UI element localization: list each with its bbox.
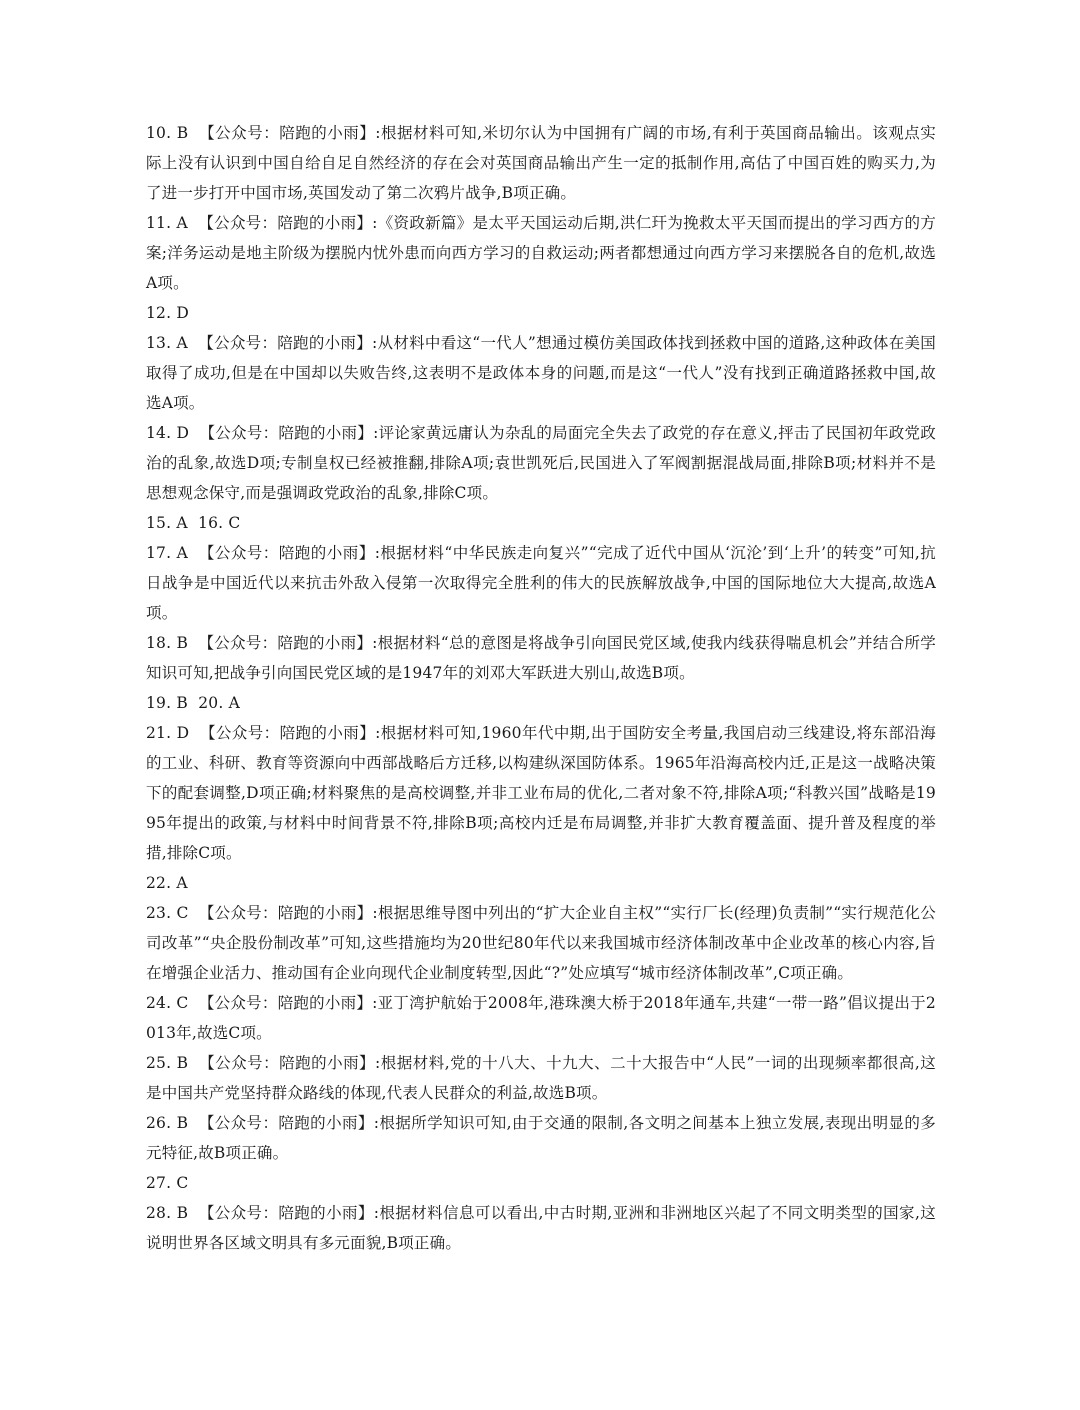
answer-entry-17: 17. A 【公众号：陪跑的小雨】:根据材料“中华民族走向复兴”“完成了近代中国从‘沉沦’到‘上升’的转变”可知,抗日战争是中国近代以来抗击外敌入侵第一次取得完全胜利的伟大的民族解放战争,中国的国际地位大大提高,故选A项。 bbox=[146, 544, 936, 622]
answer-entry-13: 13. A 【公众号：陪跑的小雨】:从材料中看这“一代人”想通过模仿美国政体找到拯救中国的道路,这种政体在美国取得了成功,但是在中国却以失败告终,这表明不是政体本身的问题,而是这“一代人”没有找到正确道路拯救中国,故选A项。 bbox=[146, 334, 936, 412]
answer-entry-26: 26. B 【公众号：陪跑的小雨】:根据所学知识可知,由于交通的限制,各文明之间基本上独立发展,表现出明显的多元特征,故B项正确。 bbox=[146, 1114, 936, 1162]
answer-entry-14: 14. D 【公众号：陪跑的小雨】:评论家黄远庸认为杂乱的局面完全失去了政党的存在意义,抨击了民国初年政党政治的乱象,故选D项;专制皇权已经被推翻,排除A项;袁世凯死后,民国进入了军阀割据混战局面,排除B项;材料并不是思想观念保守,而是强调政党政治的乱象,排除C项。 bbox=[146, 424, 936, 502]
answer-page bbox=[146, 118, 936, 1258]
answer-entry-28: 28. B 【公众号：陪跑的小雨】:根据材料信息可以看出,中古时期,亚洲和非洲地区兴起了不同文明类型的国家,这说明世界各区域文明具有多元面貌,B项正确。 bbox=[146, 1204, 936, 1252]
answer-entry-12: 12. D bbox=[146, 304, 190, 322]
answer-entry-19-20: 19. B 20. A bbox=[146, 694, 240, 712]
answer-entry-23: 23. C 【公众号：陪跑的小雨】:根据思维导图中列出的“扩大企业自主权”“实行厂长(经理)负责制”“实行规范化公司改革”“央企股份制改革”可知,这些措施均为20世纪80年代以来我国城市经济体制改革中企业改革的核心内容,旨在增强企业活力、推动国有企业向现代企业制度转型,因此“?”处应填写“城市经济体制改革”,C项正确。 bbox=[146, 904, 936, 982]
answer-entry-27: 27. C bbox=[146, 1174, 189, 1192]
answer-entry-15-16: 15. A 16. C bbox=[146, 514, 241, 532]
answer-entry-22: 22. A bbox=[146, 874, 188, 892]
answer-entry-11: 11. A 【公众号：陪跑的小雨】:《资政新篇》是太平天国运动后期,洪仁玕为挽救太平天国而提出的学习西方的方案;洋务运动是地主阶级为摆脱内忧外患而向西方学习的自救运动;两者都想通过向西方学习来摆脱各自的危机,故选A项。 bbox=[146, 214, 936, 292]
answer-entry-18: 18. B 【公众号：陪跑的小雨】:根据材料“总的意图是将战争引向国民党区域,使我内线获得喘息机会”并结合所学知识可知,把战争引向国民党区域的是1947年的刘邓大军跃进大别山,故选B项。 bbox=[146, 634, 936, 682]
answer-entry-21: 21. D 【公众号：陪跑的小雨】:根据材料可知,1960年代中期,出于国防安全考量,我国启动三线建设,将东部沿海的工业、科研、教育等资源向中西部战略后方迁移,以构建纵深国防体系。1965年沿海高校内迁,正是这一战略决策下的配套调整,D项正确;材料聚焦的是高校调整,并非工业布局的优化,二者对象不符,排除A项;“科教兴国”战略是1995年提出的政策,与材料中时间背景不符,排除B项;高校内迁是布局调整,并非扩大教育覆盖面、提升普及程度的举措,排除C项。 bbox=[146, 724, 936, 862]
answer-entry-25: 25. B 【公众号：陪跑的小雨】:根据材料,党的十八大、十九大、二十大报告中“人民”一词的出现频率都很高,这是中国共产党坚持群众路线的体现,代表人民群众的利益,故选B项。 bbox=[146, 1054, 936, 1102]
answer-entry-10: 10. B 【公众号：陪跑的小雨】:根据材料可知,米切尔认为中国拥有广阔的市场,有利于英国商品输出。该观点实际上没有认识到中国自给自足自然经济的存在会对英国商品输出产生一定的抵制作用,高估了中国百姓的购买力,为了进一步打开中国市场,英国发动了第二次鸦片战争,B项正确。 bbox=[146, 124, 936, 202]
answer-entry-24: 24. C 【公众号：陪跑的小雨】:亚丁湾护航始于2008年,港珠澳大桥于2018年通车,共建“一带一路”倡议提出于2013年,故选C项。 bbox=[146, 994, 936, 1042]
